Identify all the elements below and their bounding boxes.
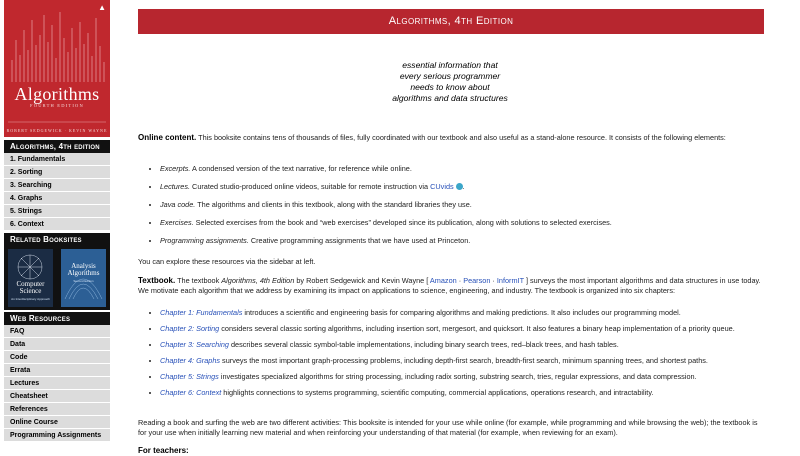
tagline-line-1: essential information that <box>402 60 498 70</box>
sidebar-item-references[interactable]: References <box>4 403 110 416</box>
sidebar-header-book[interactable]: Algorithms, 4th edition <box>4 140 110 153</box>
list-item <box>160 182 772 192</box>
textbook-pre: The textbook <box>175 276 222 285</box>
tagline-line-3: needs to know about <box>410 82 490 92</box>
sidebar-item-searching[interactable]: 3. Searching <box>4 179 110 192</box>
list-item <box>160 218 772 228</box>
sidebar-item-graphs[interactable]: 4. Graphs <box>4 192 110 205</box>
chapter-text: highlights connections to systems programming, scientific computing, commercial applications, operations research, and intractability. <box>221 388 654 397</box>
chapter-text: surveys the most important graph-processing problems, including depth-first search, breadth-first search, minimum spanning trees, and shortest paths. <box>220 356 708 365</box>
teachers-heading: For teachers: <box>138 446 189 455</box>
textbook-post: ] surveys the most important algorithms and data structures in use today. We motivate each algorithm that we address by examining its impact on applications to science, engineering, and industry. The textbook is organized into six chapters: <box>138 276 761 295</box>
separator: · <box>490 276 497 285</box>
sidebar-item-strings[interactable]: 5. Strings <box>4 205 110 218</box>
explore-text: You can explore these resources via the sidebar at left. <box>138 257 316 266</box>
chapter-6-link[interactable]: Chapter 6: Context <box>160 388 222 397</box>
book-aa-title-2: Algorithms <box>67 269 100 277</box>
chapter-text: considers several classic sorting algorithms, including insertion sort, mergesort, and quicksort. It also features a binary heap implementation of a priority queue. <box>219 324 735 333</box>
related-books <box>4 246 110 310</box>
tagline-line-4: algorithms and data structures <box>392 93 508 103</box>
chapter-5-link[interactable]: Chapter 5: Strings <box>160 372 219 381</box>
sidebar-item-cheatsheet[interactable]: Cheatsheet <box>4 390 110 403</box>
list-item <box>160 324 772 334</box>
publisher-logo-icon: ▲ <box>98 3 106 12</box>
tagline-line-2: every serious programmer <box>399 71 501 81</box>
tagline <box>300 60 600 104</box>
item-term: Exercises. <box>160 218 194 227</box>
textbook-mid: by Robert Sedgewick and Kevin Wayne [ <box>294 276 430 285</box>
item-text: Curated studio-produced online videos, suitable for remote instruction via <box>190 182 431 191</box>
sidebar-item-programming-assignments[interactable]: Programming Assignments <box>4 429 110 442</box>
list-item <box>160 340 772 350</box>
item-term: Programming assignments. <box>160 236 249 245</box>
cuvids-link[interactable]: CUvids <box>430 182 454 191</box>
textbook-heading: Textbook. <box>138 276 176 285</box>
item-text: A condensed version of the text narrative, for reference while online. <box>190 164 412 173</box>
chapter-text: investigates specialized algorithms for string processing, including radix sorting, substring search, tries, regular expressions, and data compression. <box>218 372 697 381</box>
book-aa-title-1: Analysis <box>71 262 96 270</box>
reading-paragraph: Reading a book and surfing the web are two different activities: This booksite is intended for your use while online (for example, while programming and while browsing the web); the textbook is for your use when initially learning new material and when reinforcing your understanding of that material (for example, when reviewing for an exam). <box>138 418 758 437</box>
online-content-list <box>148 164 772 246</box>
chapter-text: describes several classic symbol-table implementations, including binary search trees, red–black trees, and hash tables. <box>228 340 619 349</box>
sidebar-item-faq[interactable]: FAQ <box>4 325 110 338</box>
textbook-title: Algorithms, 4th Edition <box>221 276 295 285</box>
chapters-list <box>148 308 772 398</box>
chapter-2-link[interactable]: Chapter 2: Sorting <box>160 324 220 333</box>
informit-link[interactable]: InformIT <box>496 276 524 285</box>
sidebar-item-sorting[interactable]: 2. Sorting <box>4 166 110 179</box>
book-cs-title-2: Science <box>19 287 42 295</box>
list-item <box>160 308 772 318</box>
book-cover[interactable] <box>4 0 110 137</box>
book-cs-title-1: Computer <box>16 280 45 288</box>
chapter-1-link[interactable]: Chapter 1: Fundamentals <box>160 308 243 317</box>
list-item <box>160 200 772 210</box>
item-term: Excerpts. <box>160 164 191 173</box>
list-item <box>160 164 772 174</box>
book-cs-subtitle: An Interdisciplinary Approach <box>11 297 50 301</box>
sidebar-item-errata[interactable]: Errata <box>4 364 110 377</box>
list-item <box>160 236 772 246</box>
list-item <box>160 372 772 382</box>
teachers-paragraph <box>138 446 762 456</box>
item-text: Selected exercises from the book and “web exercises” developed since its publication, along with solutions to selected exercises. <box>193 218 612 227</box>
book-computer-science[interactable] <box>8 249 53 307</box>
item-text: The algorithms and clients in this textbook, along with the standard libraries they use. <box>195 200 472 209</box>
pearson-link[interactable]: Pearson <box>463 276 491 285</box>
chapter-4-link[interactable]: Chapter 4: Graphs <box>160 356 221 365</box>
chapter-3-link[interactable]: Chapter 3: Searching <box>160 340 229 349</box>
cover-edition: FOURTH EDITION <box>30 103 84 108</box>
cover-title: Algorithms <box>14 84 100 104</box>
cover-art <box>4 0 110 137</box>
sidebar-item-lectures[interactable]: Lectures <box>4 377 110 390</box>
sidebar-item-context[interactable]: 6. Context <box>4 218 110 231</box>
cover-authors: ROBERT SEDGEWICK · KEVIN WAYNE <box>6 128 108 133</box>
separator: · <box>456 276 464 285</box>
page-title-banner: Algorithms, 4th Edition <box>138 9 764 34</box>
sidebar <box>4 0 110 456</box>
item-term: Java code. <box>160 200 196 209</box>
online-content-paragraph <box>138 133 762 143</box>
amazon-link[interactable]: Amazon <box>429 276 457 285</box>
online-content-intro: This booksite contains tens of thousands of files, fully coordinated with our textbook and also useful as a stand-alone resource. It consists of the following elements: <box>196 133 726 142</box>
sidebar-item-fundamentals[interactable]: 1. Fundamentals <box>4 153 110 166</box>
online-content-heading: Online content. <box>138 133 197 142</box>
sidebar-item-data[interactable]: Data <box>4 338 110 351</box>
book-aa-art <box>61 249 106 307</box>
list-item <box>160 356 772 366</box>
item-term: Lectures. <box>160 182 191 191</box>
sidebar-item-code[interactable]: Code <box>4 351 110 364</box>
play-icon <box>456 183 463 190</box>
chapter-text: introduces a scientific and engineering basis for comparing algorithms and making predictions. It also includes our programming model. <box>242 308 681 317</box>
item-text: Creative programming assignments that we have used at Princeton. <box>248 236 471 245</box>
item-tail: . <box>462 182 465 191</box>
list-item <box>160 388 772 398</box>
textbook-paragraph <box>138 276 762 296</box>
sidebar-item-online-course[interactable]: Online Course <box>4 416 110 429</box>
book-aa-subtitle: Second Edition <box>73 279 94 283</box>
book-analysis-algorithms[interactable] <box>61 249 106 307</box>
sidebar-header-related: Related Booksites <box>4 233 110 246</box>
sidebar-header-web: Web Resources <box>4 312 110 325</box>
